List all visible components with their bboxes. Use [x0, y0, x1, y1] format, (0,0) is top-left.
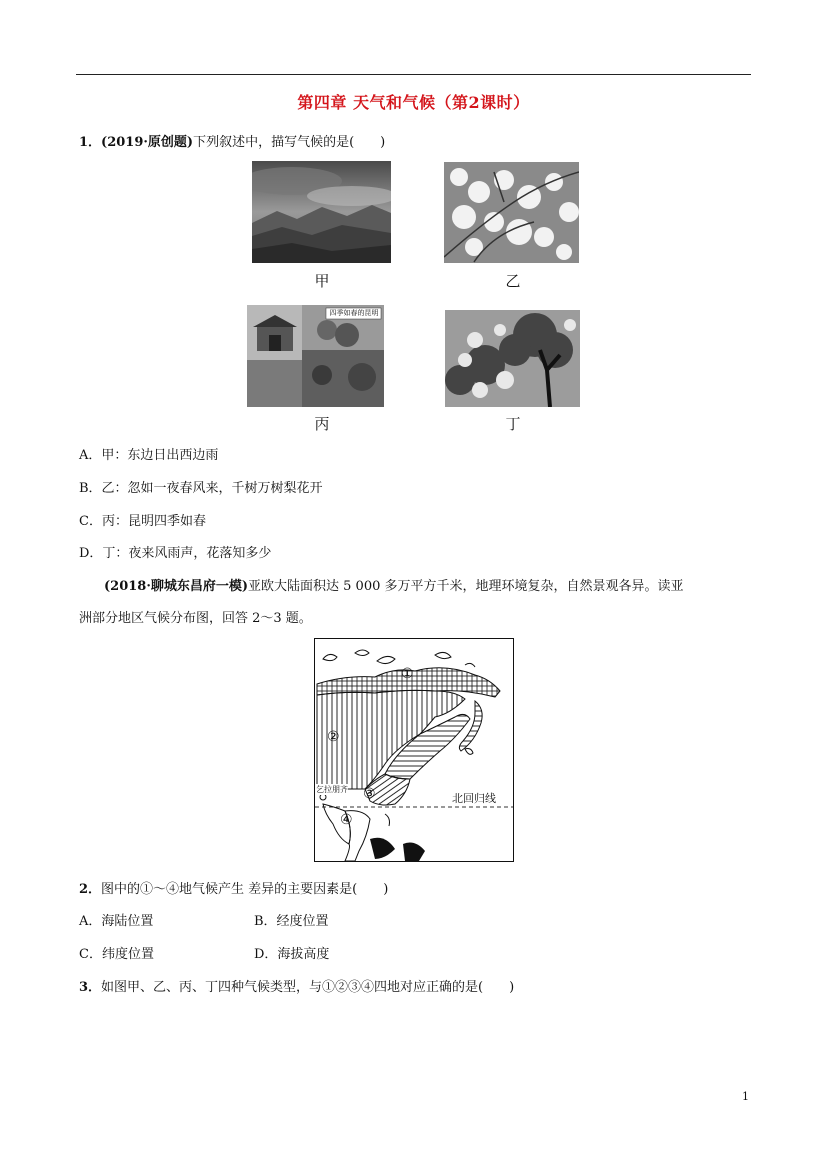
map-label-2: ② [327, 729, 340, 745]
photo-jia [252, 161, 391, 263]
question-number: 3． [79, 980, 102, 995]
photo-bing [247, 305, 384, 407]
question-1 [79, 131, 385, 150]
q1-option-c: C．丙：昆明四季如春 [79, 514, 206, 529]
photo-ding [445, 310, 580, 407]
photo-yi [444, 162, 579, 263]
photo-inset-label: 四季如春的昆明 [329, 309, 379, 317]
q1-option-d: D．丁：夜来风雨声，花落知多少 [79, 546, 272, 561]
q1-option-a: A．甲：东边日出西边雨 [79, 448, 219, 463]
intro-line-2: 洲部分地区气候分布图，回答 2～3 题。 [79, 611, 312, 626]
q1-option-b: B．乙：忽如一夜春风来，千树万树梨花开 [79, 481, 323, 496]
q2-option-d: D．海拔高度 [254, 947, 330, 962]
map-label-4: ④ [340, 812, 353, 828]
intro-source: (2018·聊城东昌府一模) [104, 579, 249, 594]
map-label-3: ③ [363, 786, 376, 802]
question-3 [79, 976, 514, 995]
question-stem: 图中的①～④地气候产生 差异的主要因素是( ) [101, 882, 389, 897]
question-number: 1． [79, 135, 102, 150]
q2-option-b: B．经度位置 [254, 914, 329, 929]
question-number: 2． [79, 882, 102, 897]
map-label-1: ① [401, 666, 414, 682]
question-source: (2019·原创题) [101, 135, 194, 150]
page-title: 第四章 天气和气候（第2课时） [297, 93, 530, 112]
question-stem: 如图甲、乙、丙、丁四种气候类型，与①②③④四地对应正确的是( ) [101, 980, 515, 995]
page-number: 1 [742, 1090, 749, 1103]
caption-jia: 甲 [314, 272, 330, 290]
header-rule [76, 74, 751, 75]
question-2 [79, 878, 388, 897]
caption-bing: 丙 [314, 415, 330, 433]
intro-line-1 [104, 575, 684, 594]
climate-map [314, 638, 514, 862]
intro-text: 亚欧大陆面积达 5 000 多万平方千米，地理环境复杂，自然景观各异。读亚 [248, 579, 684, 594]
caption-ding: 丁 [505, 415, 521, 433]
caption-yi: 乙 [505, 272, 521, 290]
q2-option-c: C．纬度位置 [79, 947, 154, 962]
q2-option-a: A．海陆位置 [79, 914, 154, 929]
map-city-label: 乞拉朋齐 [316, 785, 348, 794]
question-stem: 下列叙述中，描写气候的是( ) [193, 135, 386, 150]
map-tropic-label: 北回归线 [452, 792, 496, 805]
